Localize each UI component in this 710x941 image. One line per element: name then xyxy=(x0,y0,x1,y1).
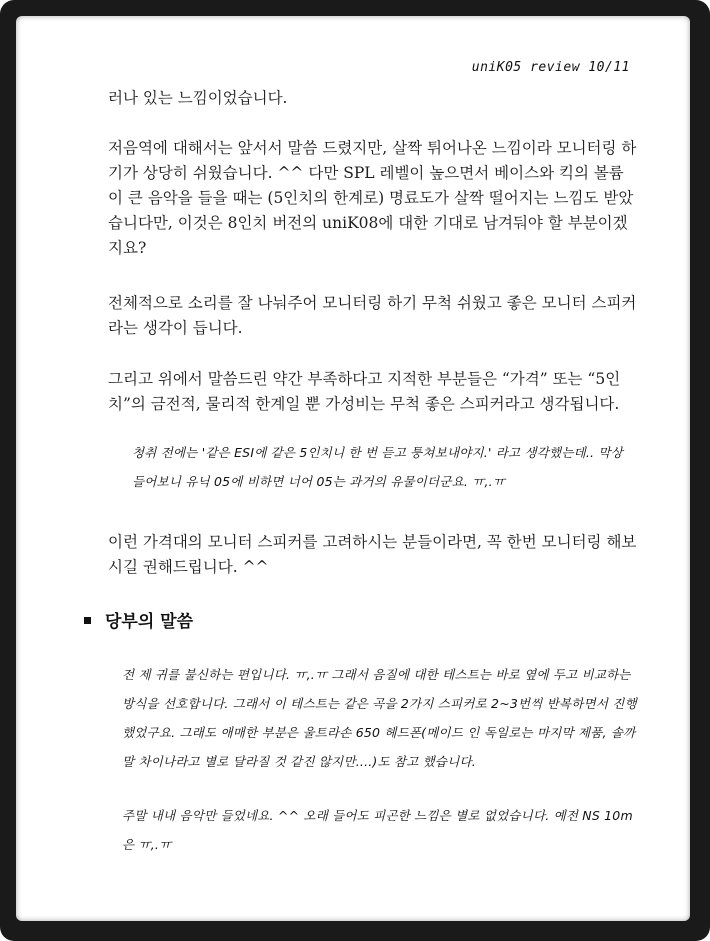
section-title: 당부의 말씀 xyxy=(105,612,194,632)
square-bullet-icon xyxy=(84,617,91,624)
paragraph-recommendation: 이런 가격대의 모니터 스피커를 고려하시는 분들이라면, 꼭 한번 모니터링 해보시길 권해드립니다. ^^ xyxy=(108,533,637,576)
handwritten-note-weekend: 주말 내내 음악만 들었네요. ^^ 오래 들어도 피곤한 느낌은 별로 없었습니다. 예전 NS 10m은 ㅠ,.ㅠ xyxy=(122,808,633,852)
paragraph-continuation: 러나 있는 느낌이었습니다. xyxy=(108,89,288,107)
paragraph-overall: 전체적으로 소리를 잘 나눠주어 모니터링 하기 무척 쉬웠고 좋은 모니터 스피커라는 생각이 듭니다. xyxy=(108,294,637,337)
paragraph-low-range: 저음역에 대해서는 앞서서 말씀 드렸지만, 살짝 튀어나온 느낌이라 모니터링 하기가 상당히 쉬웠습니다. ^^ 다만 SPL 레벨이 높으면서 베이스와 킥의 볼륨이 큰 음악을 들을 때는 (5인치의 한계로) 명료도가 살짝 떨어지는 느낌도 받았습니다만, 이것은 8인치 버전의 uniK08에 대한 기대로 남겨둬야 할 부분이겠지요? xyxy=(108,139,637,257)
handwritten-note-listening: 청취 전에는 '같은 ESI에 같은 5인치니 한 번 듣고 퉁쳐보내야지.' 라고 생각했는데.. 막상 들어보니 유닉 05에 비하면 너어 05는 과거의 유물이더군요. ㅠ,.ㅠ xyxy=(132,445,623,489)
section-heading xyxy=(84,607,193,632)
handwritten-note-method: 전 제 귀를 불신하는 편입니다. ㅠ,.ㅠ 그래서 음질에 대한 테스트는 바로 옆에 두고 비교하는 방식을 선호합니다. 그래서 이 테스트는 같은 곡을 2가지 스피커로 2~3번씩 반복하면서 진행했었구요. 그래도 애매한 부분은 울트라손 650 헤드폰(메이드 인 독일로는 마지막 제품, 솔까말 차이나라고 별로 달라질 것 같진 않지만....)도 참고 했습니다. xyxy=(122,667,637,769)
page-header: uniK05 review 10/11 xyxy=(471,60,630,75)
paragraph-price: 그리고 위에서 말씀드린 약간 부족하다고 지적한 부분들은 “가격” 또는 “5인치”의 금전적, 물리적 한계일 뿐 가성비는 무척 좋은 스피커라고 생각됩니다. xyxy=(108,370,621,413)
